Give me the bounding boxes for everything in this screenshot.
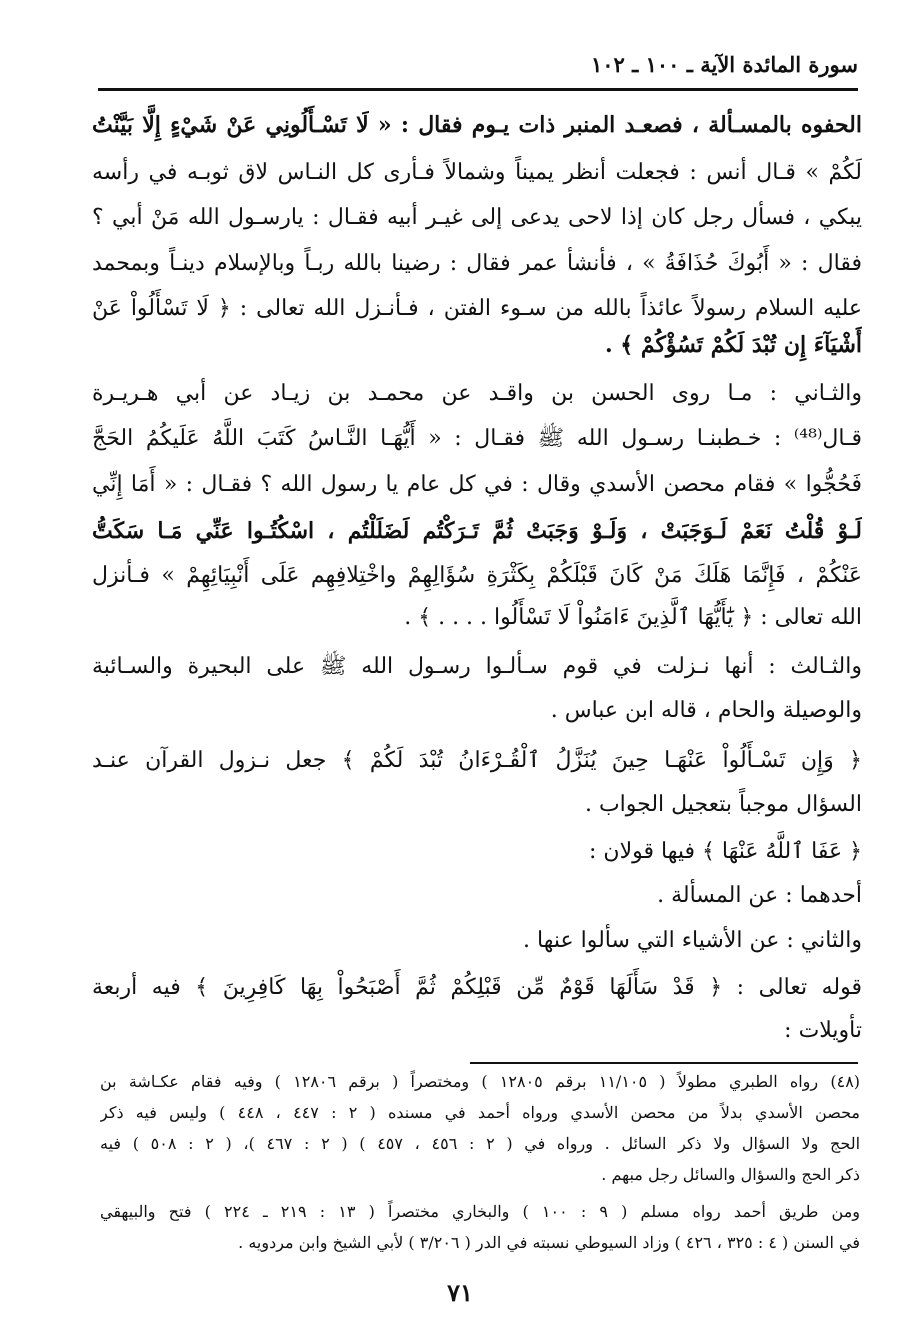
text-line: الله تعالى : ﴿ يَٰٓأَيُّهَا ٱلَّذِينَ ءَامَنُواْ لَا تَسْأَلُوا . . . . ﴾ . (404, 605, 862, 630)
text-line: السؤال موجباً بتعجيل الجواب . (584, 792, 862, 817)
text-line: أحدهما : عن المسألة . (657, 883, 862, 908)
footnote-line: في السنن ( ٤ : ٣٢٥ ، ٤٢٦ ) وزاد السيوطي نسبته في الدر ( ٣/٢٠٦ ) لأبي الشيخ وابن مردويه . (238, 1233, 860, 1252)
text-line: ﴿ وَإِن تَسْـأَلُواْ عَنْهَـا حِينَ يُنَزَّلُ ٱلْقُـرْءَانُ تُبْدَ لَكُمْ ﴾ جعل نـزول القرآن عنـد (92, 748, 862, 773)
text-line: لَكُمْ » قـال أنس : فجعلت أنظر يميناً وشمالاً فـأرى كل النـاس لاق ثوبـه في رأسه (92, 160, 862, 185)
footnote-line: الحج ولا السؤال ولا ذكر السائل . ورواه في ( ٢ : ٤٥٦ ، ٤٥٧ ) ( ٢ : ٤٦٧ )، ( ٢ : ٥٠٨ ) فيه (100, 1134, 860, 1153)
footnote-line: ومن طريق أحمد رواه مسلم ( ٩ : ١٠٠ ) والبخاري مختصراً ( ١٣ : ٢١٩ ـ ٢٢٤ ) فتح والبيهقي (100, 1202, 860, 1221)
footnote-rule (470, 1062, 858, 1064)
text-line: لَـوْ قُلْتُ نَعَمْ لَـوَجَبَتْ ، وَلَـوْ وَجَبَتْ ثُمَّ تَـرَكْتُم لَضَلَلْتُم ، اسْكُتُـوا عَنِّي مَـا سَكَتُّ (92, 518, 862, 544)
text-line: فقال : « أَبُوكَ حُذَافَةُ » ، فأنشأ عمر فقال : رضينا بالله ربـاً وبالإسلام دينـاً وبمحمد (92, 251, 862, 276)
text-line: تأويلات : (784, 1018, 862, 1043)
text-line: والثـالث : أنها نـزلت في قوم سـألـوا رسـول الله ﷺ على البحيرة والسـائبة (92, 654, 862, 679)
text-line: ﴿ عَفَا ٱللَّهُ عَنْهَا ﴾ فيها قولان : (589, 839, 862, 864)
footnote-line: محصن الأسدي بدلاً من محصن الأسدي ورواه أحمد في مسنده ( ٢ : ٤٤٧ ، ٤٤٨ ) وليس فيه ذكر (100, 1103, 860, 1122)
text-line: والثاني : عن الأشياء التي سألوا عنها . (523, 928, 862, 953)
running-header: سورة المائدة الآية ـ ١٠٠ ـ ١٠٢ (590, 52, 858, 77)
footnote-line: (٤٨) رواه الطبري مطولاً ( ١١/١٠٥ برقم ١٢٨٠٥ ) ومختصراً ( برقم ١٢٨٠٦ ) وفيه فقام عكـاشة بن (100, 1072, 860, 1091)
text-line: والثـاني : مـا روى الحسن بن واقـد عن محمـد بن زيـاد عن أبي هـريـرة (92, 381, 862, 406)
footnote-line: ذكر الحج والسؤال والسائل رجل مبهم . (601, 1165, 860, 1184)
text-line: عَنْكُمْ ، فَإِنَّمَا هَلَكَ مَنْ كَانَ قَبْلَكُمْ بِكَثْرَةِ سُؤَالِهِمْ واخْتِلافِهِم عَلَى أَنْبِيَائِهِمْ » فـأنزل (92, 563, 862, 588)
text-line: يبكي ، فسأل رجل كان إذا لاحى يدعى إلى غيـر أبيه فقـال : يارسـول الله مَنْ أبي ؟ (92, 205, 862, 230)
text-line: والوصيلة والحام ، قاله ابن عباس . (550, 698, 862, 723)
text-line: عليه السلام رسولاً عائذاً بالله من سـوء الفتن ، فـأنـزل الله تعالى : ﴿ لَا تَسْأَلُواْ عَنْ (92, 296, 862, 321)
text-line: الحفوه بالمسـألة ، فصعـد المنبر ذات يـوم فقال : « لَا تَسْـأَلُونِي عَنْ شَيْءٍ إِلَّا بَيَّنْتُ (92, 112, 862, 138)
text-line: فَحُجُّوا » فقام محصن الأسدي وقال : في كل عام يا رسول الله ؟ فقـال : « أَمَا إِنِّي (92, 472, 862, 497)
text-line: قـال⁽⁴⁸⁾ : خـطبنـا رسـول الله ﷺ فقـال : « أَيُّهَـا النَّـاسُ كَتَبَ اللَّهُ عَلَيكُمُ الحَجَّ (92, 426, 862, 451)
page-number: ٧١ (447, 1278, 473, 1307)
text-line: قوله تعالى : ﴿ قَدْ سَأَلَهَا قَوْمٌ مِّن قَبْلِكُمْ ثُمَّ أَصْبَحُواْ بِهَا كَافِرِينَ ﴾ فيه أربعة (92, 975, 862, 1000)
text-line: أَشْيَآءَ إِن تُبْدَ لَكُمْ تَسُؤْكُمْ ﴾ . (604, 332, 862, 358)
header-rule (98, 88, 858, 91)
